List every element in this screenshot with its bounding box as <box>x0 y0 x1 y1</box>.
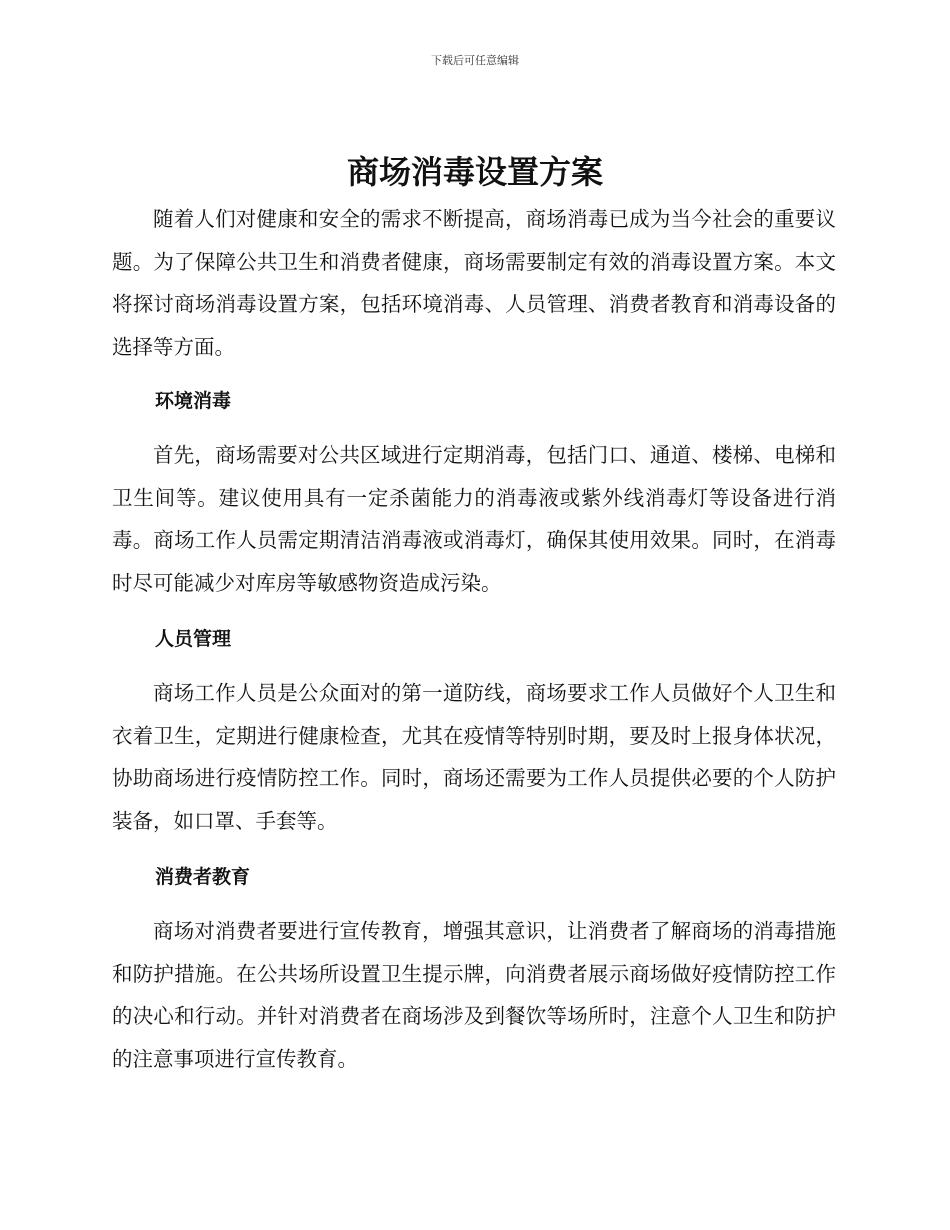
section-heading-consumer: 消费者教育 <box>155 866 251 888</box>
section-heading-staff: 人员管理 <box>155 628 232 650</box>
document-title: 商场消毒设置方案 <box>346 153 603 191</box>
section-body-staff: 商场工作人员是公众面对的第一道防线，商场要求工作人员做好个人卫生和衣着卫生，定期进行健康检查，尤其在疫情等特别时期，要及时上报身体状况，协助商场进行疫情防控工作。同时，商场还需要为工作人员提供必要的个人防护装备，如口罩、手套等。 <box>112 681 836 833</box>
intro-paragraph: 随着人们对健康和安全的需求不断提高，商场消毒已成为当今社会的重要议题。为了保障公共卫生和消费者健康，商场需要制定有效的消毒设置方案。本文将探讨商场消毒设置方案，包括环境消毒、人员管理、消费者教育和消毒设备的选择等方面。 <box>112 207 836 359</box>
section-body-environment: 首先，商场需要对公共区域进行定期消毒，包括门口、通道、楼梯、电梯和卫生间等。建议使用具有一定杀菌能力的消毒液或紫外线消毒灯等设备进行消毒。商场工作人员需定期清洁消毒液或消毒灯，确保其使用效果。同时，在消毒时尽可能减少对库房等敏感物资造成污染。 <box>112 443 836 595</box>
header-note: 下载后可任意编辑 <box>431 54 519 67</box>
section-body-consumer: 商场对消费者要进行宣传教育，增强其意识，让消费者了解商场的消毒措施和防护措施。在公共场所设置卫生提示牌，向消费者展示商场做好疫情防控工作的决心和行动。并针对消费者在商场涉及到餐饮等场所时，注意个人卫生和防护的注意事项进行宣传教育。 <box>112 919 836 1071</box>
document-body <box>112 198 836 1080</box>
section-heading-environment: 环境消毒 <box>155 390 232 412</box>
